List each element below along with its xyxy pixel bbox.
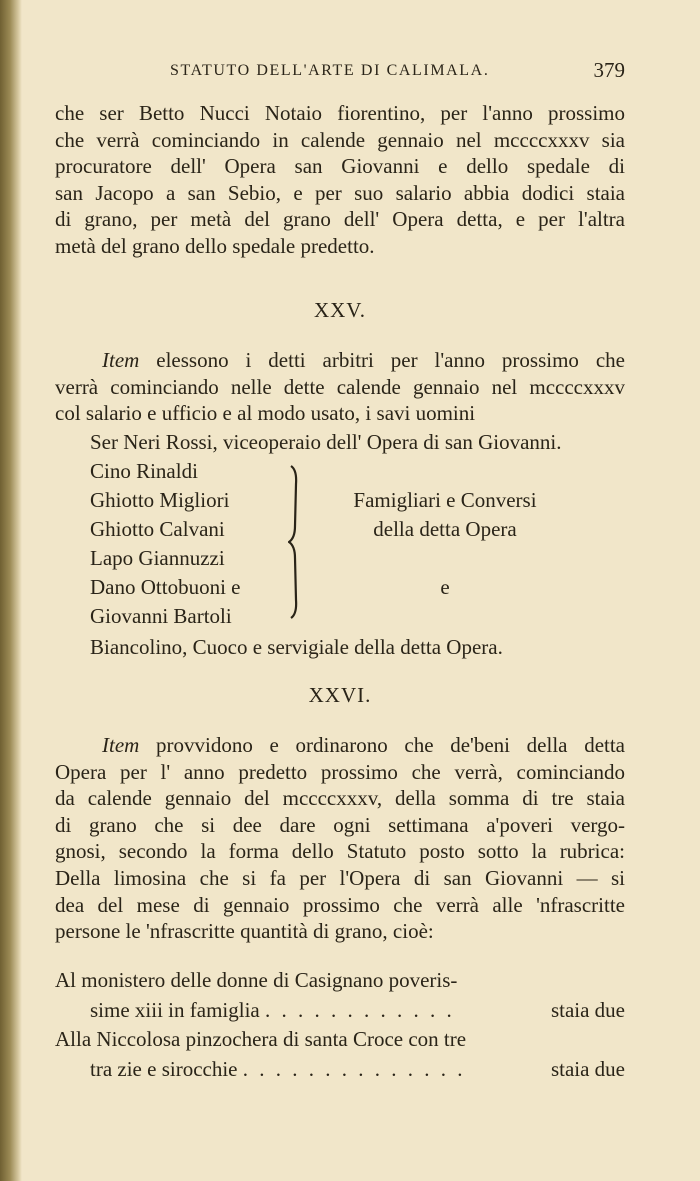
curly-brace-icon bbox=[288, 464, 302, 620]
text-line: persone le 'nfrascritte quantità di grano, cioè: bbox=[55, 919, 434, 944]
text-line: che ser Betto Nucci Notaio fiorentino, per l'anno prossimo bbox=[55, 101, 625, 125]
text-line: Della limosina che si fa per l'Opera di san Giovanni — si bbox=[55, 865, 625, 890]
entry-line bbox=[90, 998, 625, 1025]
leader-dots: . . . . . . . . . . . . bbox=[264, 998, 455, 1022]
text-line: metà del grano dello spedale predetto. bbox=[55, 233, 375, 258]
text-line: di grano, per metà del grano dell' Opera detta, e per l'altra bbox=[55, 207, 625, 232]
text-fragment: elessono i detti arbitri per l'anno prossimo che bbox=[139, 348, 625, 372]
official-name: Ghiotto Calvani bbox=[90, 517, 225, 541]
entry-recipient: tra zie e sirocchie bbox=[90, 1057, 238, 1081]
text-line: da calende gennaio del mccccxxxv, della somma di tre staia bbox=[55, 786, 625, 811]
running-head-title: STATUTO DELL'ARTE DI CALIMALA. bbox=[170, 62, 490, 79]
text-line bbox=[55, 347, 625, 374]
paragraph-item-xxv bbox=[55, 347, 625, 427]
entry-recipient: sime xiii in famiglia bbox=[90, 998, 260, 1022]
page-number: 379 bbox=[593, 58, 625, 82]
text-line: dea del mese di gennaio prossimo che verrà alle 'nfrascritte bbox=[55, 892, 625, 917]
official-name: Cino Rinaldi bbox=[90, 459, 198, 483]
paragraph-item-xxvi bbox=[55, 732, 625, 945]
text-line: san Jacopo a san Sebio, e per suo salario abbia dodici staia bbox=[55, 180, 625, 205]
text-line bbox=[55, 732, 625, 759]
paragraph-betto-nucci bbox=[55, 100, 625, 260]
entry-amount: staia due bbox=[550, 1057, 625, 1081]
section-heading-xxvi: XXVI. bbox=[308, 683, 372, 707]
text-line: che verrà cominciando in calende gennaio nel mccccxxxv sia bbox=[55, 127, 625, 152]
item-word: Item bbox=[102, 348, 140, 372]
text-line: verrà cominciando nelle dette calende gennaio nel mccccxxxv bbox=[55, 374, 625, 399]
role-label-line2: della detta Opera bbox=[373, 517, 517, 541]
book-spine-edge bbox=[0, 0, 22, 1181]
official-last: Biancolino, Cuoco e servigiale della detta Opera. bbox=[90, 635, 503, 659]
text-line: col salario e ufficio e al modo usato, i savi uomini bbox=[55, 401, 476, 426]
role-label-line1: Famigliari e Conversi bbox=[353, 488, 537, 512]
text-line: Opera per l' anno predetto prossimo che verrà, cominciando bbox=[55, 759, 625, 784]
entry-line: Alla Niccolosa pinzochera di santa Croce con tre bbox=[55, 1027, 467, 1051]
official-name: Ghiotto Migliori bbox=[90, 488, 230, 512]
text-line: procuratore dell' Opera san Giovanni e dello spedale di bbox=[55, 154, 625, 179]
leader-dots: . . . . . . . . . . . . . . bbox=[242, 1057, 466, 1081]
entry-line bbox=[90, 1057, 625, 1084]
official-name: Lapo Giannuzzi bbox=[90, 546, 225, 570]
section-heading-xxv: XXV. bbox=[313, 298, 367, 322]
official-name: Dano Ottobuoni e bbox=[90, 575, 241, 599]
official-name: Giovanni Bartoli bbox=[90, 604, 232, 628]
entry-amount: staia due bbox=[550, 998, 625, 1022]
item-word: Item bbox=[102, 733, 140, 757]
running-head bbox=[55, 58, 625, 86]
text-line: di grano che si dee dare ogni settimana a'poveri vergo- bbox=[55, 812, 625, 837]
entry-line: Al monistero delle donne di Casignano poveris- bbox=[55, 968, 458, 992]
official-first: Ser Neri Rossi, viceoperaio dell' Opera di san Giovanni. bbox=[90, 430, 562, 454]
text-line: gnosi, secondo la forma dello Statuto posto sotto la rubrica: bbox=[55, 839, 625, 864]
text-fragment: provvidono e ordinarono che de'beni della detta bbox=[139, 733, 625, 757]
role-label-line3: e bbox=[440, 575, 450, 599]
